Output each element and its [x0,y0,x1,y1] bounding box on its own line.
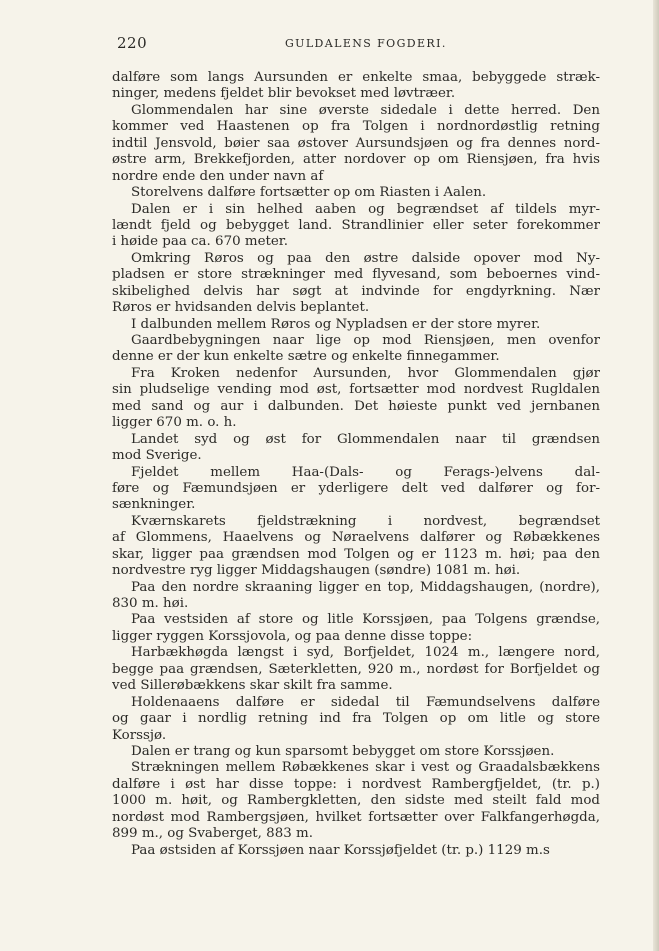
text-line: Paa vestsiden af store og litle Korssjøen, paa Tolgens grændse, [131,612,600,628]
text-line: ved Sillerøbækkens skar skilt fra samme. [112,678,393,694]
text-line: Gaardbebygningen naar lige op mod Riensjøen, men ovenfor [131,333,600,348]
text-line: Kværnskarets fjeldstrækning i nordvest, begrændset [131,513,600,529]
text-line: nordvestre ryg ligger Middagshaugen (søndre) 1081 m. høi. [112,563,521,579]
text-line: nordøst mod Rambergsjøen, hvilket fortsætter over Falkfangerhøgda, [112,809,600,825]
text-line: Paa den nordre skraaning ligger en top, Middagshaugen, (nordre), [131,579,600,595]
text-line: Omkring Røros og paa den østre dalside opover mod Ny- [131,250,600,266]
running-title: GULDALENS FOGDERI. [285,37,447,50]
text-line: denne er der kun enkelte sætre og enkelte finnegammer. [112,349,500,365]
text-line: I dalbunden mellem Røros og Nypladsen er der store myrer. [131,316,541,332]
text-line: i høide paa ca. 670 meter. [112,234,288,250]
text-line: 899 m., og Svaberget, 883 m. [112,826,313,842]
text-line: østre arm, Brekkefjorden, atter nordover op om Riensjøen, fra hvis [112,152,600,168]
text-line: med sand og aur i dalbunden. Det høieste punkt ved jernbanen [112,398,600,414]
text-line: indtil Jensvold, bøier saa østover Aursundsjøen og fra dennes nord- [112,135,600,151]
text-line: Glommendalen har sine øverste sidedale i dette herred. Den [131,102,600,118]
text-line: pladsen er store strækninger med flyvesand, som beboernes vind- [112,267,600,283]
text-line: begge paa grændsen, Sæterkletten, 920 m., nordøst for Borfjeldet og [112,661,600,677]
text-line: Dalen er trang og kun sparsomt bebygget om store Korssjøen. [131,743,555,759]
text-line: Røros er hvidsanden delvis beplantet. [112,300,370,316]
text-line: ligger ryggen Korssjovola, og paa denne disse toppe: [112,628,473,644]
text-line: lændt fjeld og bebygget land. Strandlinier eller seter forekommer [112,217,600,233]
text-line: Storelvens dalføre fortsætter op om Riasten i Aalen. [131,185,487,201]
text-line: ninger, medens fjeldet blir bevokset med løvtræer. [112,86,456,102]
text-line: 1000 m. høit, og Rambergkletten, den sidste med steilt fald mod [112,793,600,809]
text-line: føre og Fæmundsjøen er yderligere delt ved dalfører og for- [112,480,600,496]
text-line: dalføre i øst har disse toppe: i nordvest Rambergfjeldet, (tr. p.) [112,776,600,792]
text-line: Paa østsiden af Korssjøen naar Korssjøfjeldet (tr. p.) 1129 m.s [131,842,550,858]
body-text [112,70,600,859]
text-line: Holdenaaens dalføre er sidedal til Fæmundselvens dalføre [131,694,600,710]
text-line: Landet syd og øst for Glommendalen naar til grændsen [131,431,600,447]
text-line: sin pludselige vending mod øst, fortsætter mod nordvest Rugldalen [112,382,600,398]
text-line: Strækningen mellem Røbækkenes skar i vest og Graadalsbækkens [131,760,600,776]
text-line: nordre ende den under navn af [112,168,324,184]
text-line: Korssjø. [112,727,167,743]
text-line: 830 m. høi. [112,596,189,611]
text-line: af Glommens, Haaelvens og Nøraelvens dalfører og Røbækkenes [112,530,600,546]
text-line: dalføre som langs Aursunden er enkelte smaa, bebyggede stræk- [112,70,600,85]
text-line: Fjeldet mellem Haa-(Dals- og Ferags-)elvens dal- [131,464,600,480]
text-line: sænkninger. [112,497,196,513]
page-edge [653,0,659,951]
text-line: kommer ved Haastenen op fra Tolgen i nordnordøstlig retning [112,119,600,135]
text-line: skar, ligger paa grændsen mod Tolgen og er 1123 m. høi; paa den [112,546,600,562]
text-line: skibelighed delvis har søgt at indvinde for engdyrkning. Nær [112,283,600,299]
text-line: Harbækhøgda længst i syd, Borfjeldet, 1024 m., længere nord, [131,645,600,661]
text-line: Dalen er i sin helhed aaben og begrændset af tildels myr- [131,201,600,217]
text-line: Fra Kroken nedenfor Aursunden, hvor Glommendalen gjør [131,365,600,381]
page-header [117,34,617,54]
text-line: mod Sverige. [112,448,202,464]
text-line: og gaar i nordlig retning ind fra Tolgen op om litle og store [112,711,600,727]
page-number: 220 [117,34,148,52]
text-line: ligger 670 m. o. h. [112,415,237,431]
